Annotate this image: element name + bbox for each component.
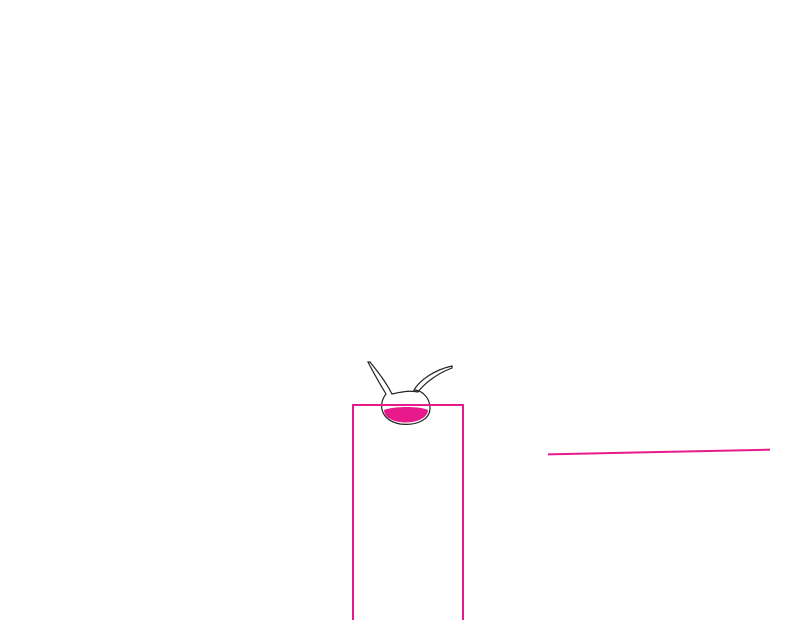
happy-hour-frame [352,404,464,620]
pink-divider [548,449,770,456]
